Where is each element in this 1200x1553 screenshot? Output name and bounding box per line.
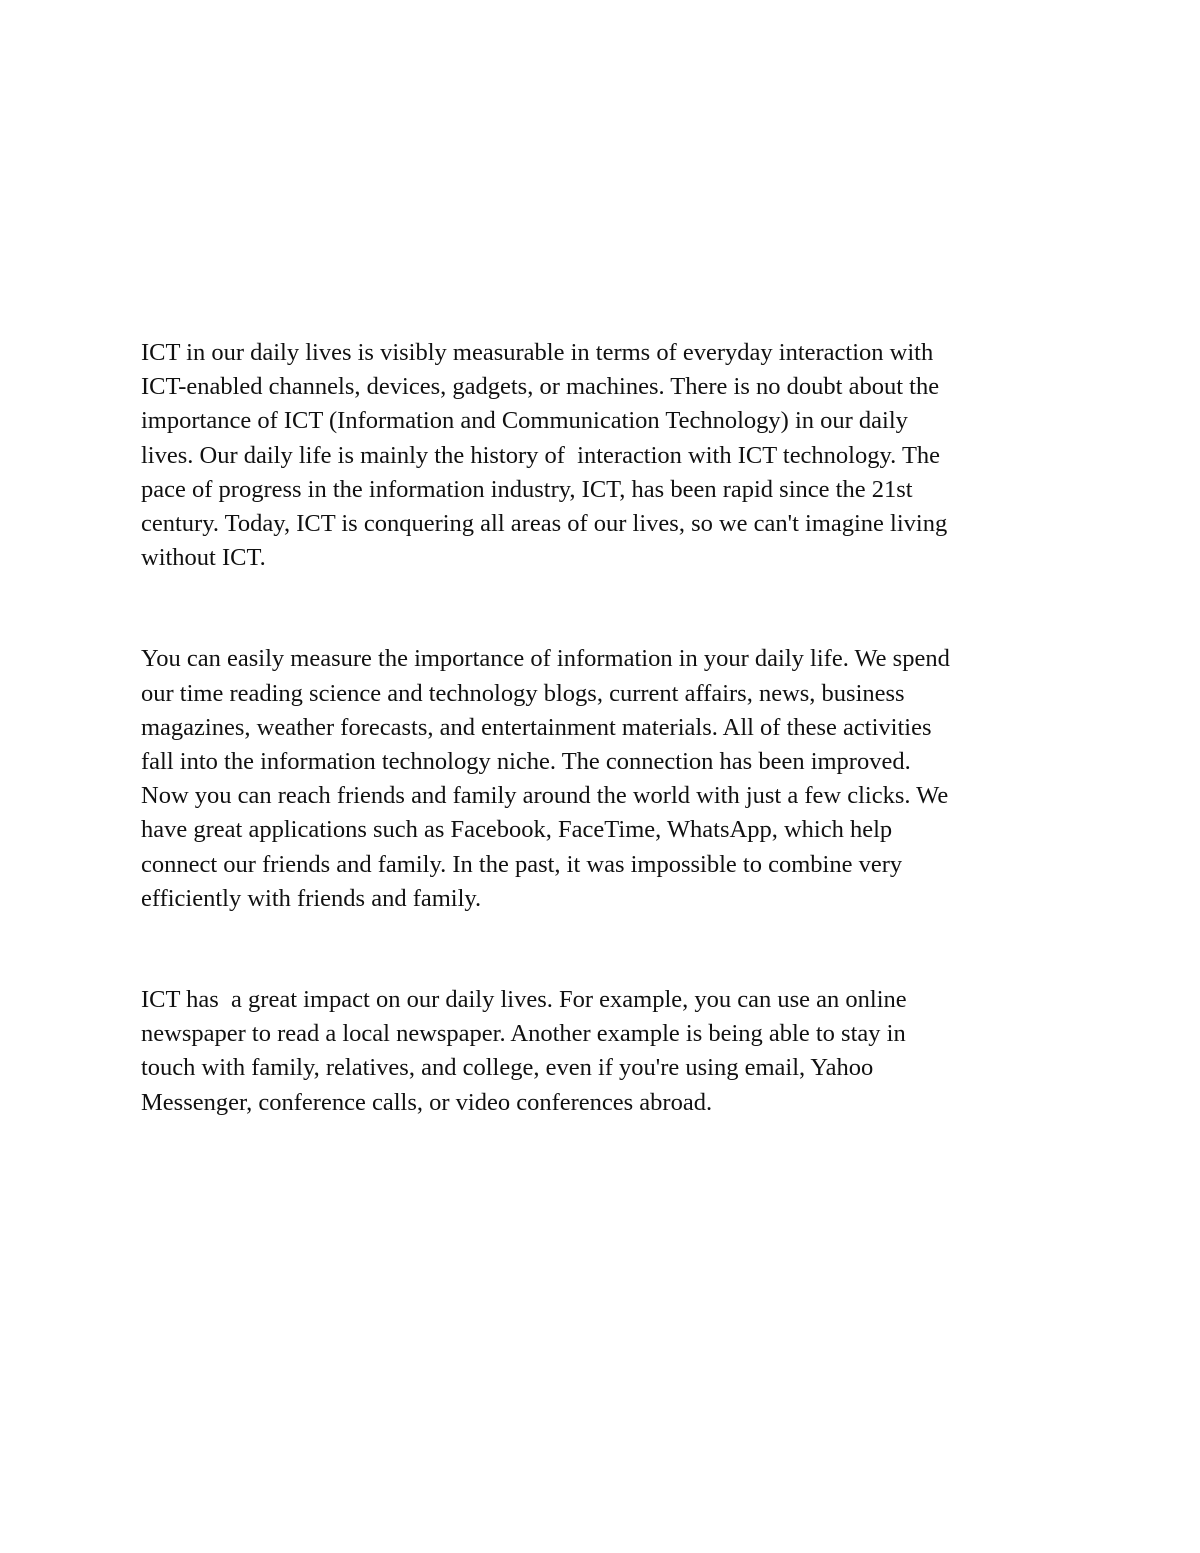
text-line: newspaper to read a local newspaper. Another example is being able to stay in bbox=[141, 1020, 906, 1048]
text-line: have great applications such as Facebook, FaceTime, WhatsApp, which help bbox=[141, 816, 893, 844]
text-line: fall into the information technology niche. The connection has been improved. bbox=[141, 748, 911, 776]
text-line: efficiently with friends and family. bbox=[141, 884, 482, 912]
text-line: importance of ICT (Information and Communication Technology) in our daily bbox=[141, 407, 908, 435]
text-line: without ICT. bbox=[141, 544, 266, 572]
text-line: connect our friends and family. In the past, it was impossible to combine very bbox=[141, 850, 903, 878]
text-line: our time reading science and technology blogs, current affairs, news, business bbox=[141, 679, 905, 707]
text-line: pace of progress in the information industry, ICT, has been rapid since the 21st bbox=[141, 475, 913, 503]
text-line: Now you can reach friends and family around the world with just a few clicks. We bbox=[141, 782, 949, 810]
text-line: ICT-enabled channels, devices, gadgets, or machines. There is no doubt about the bbox=[141, 373, 940, 401]
text-line: century. Today, ICT is conquering all areas of our lives, so we can't imagine living bbox=[141, 510, 948, 538]
text-line: ICT in our daily lives is visibly measurable in terms of everyday interaction with bbox=[141, 339, 934, 366]
text-line: touch with family, relatives, and college, even if you're using email, Yahoo bbox=[141, 1054, 874, 1082]
text-line: magazines, weather forecasts, and entertainment materials. All of these activities bbox=[141, 713, 932, 741]
document-body bbox=[141, 336, 1061, 1187]
paragraph-1 bbox=[141, 336, 1061, 575]
text-line: lives. Our daily life is mainly the history of interaction with ICT technology. The bbox=[141, 441, 941, 469]
text-line: Messenger, conference calls, or video conferences abroad. bbox=[141, 1088, 713, 1116]
text-line: You can easily measure the importance of information in your daily life. We spend bbox=[141, 645, 950, 673]
text-line: ICT has a great impact on our daily lives. For example, you can use an online bbox=[141, 986, 907, 1014]
paragraph-2 bbox=[141, 642, 1061, 916]
paragraph-3 bbox=[141, 983, 1061, 1120]
